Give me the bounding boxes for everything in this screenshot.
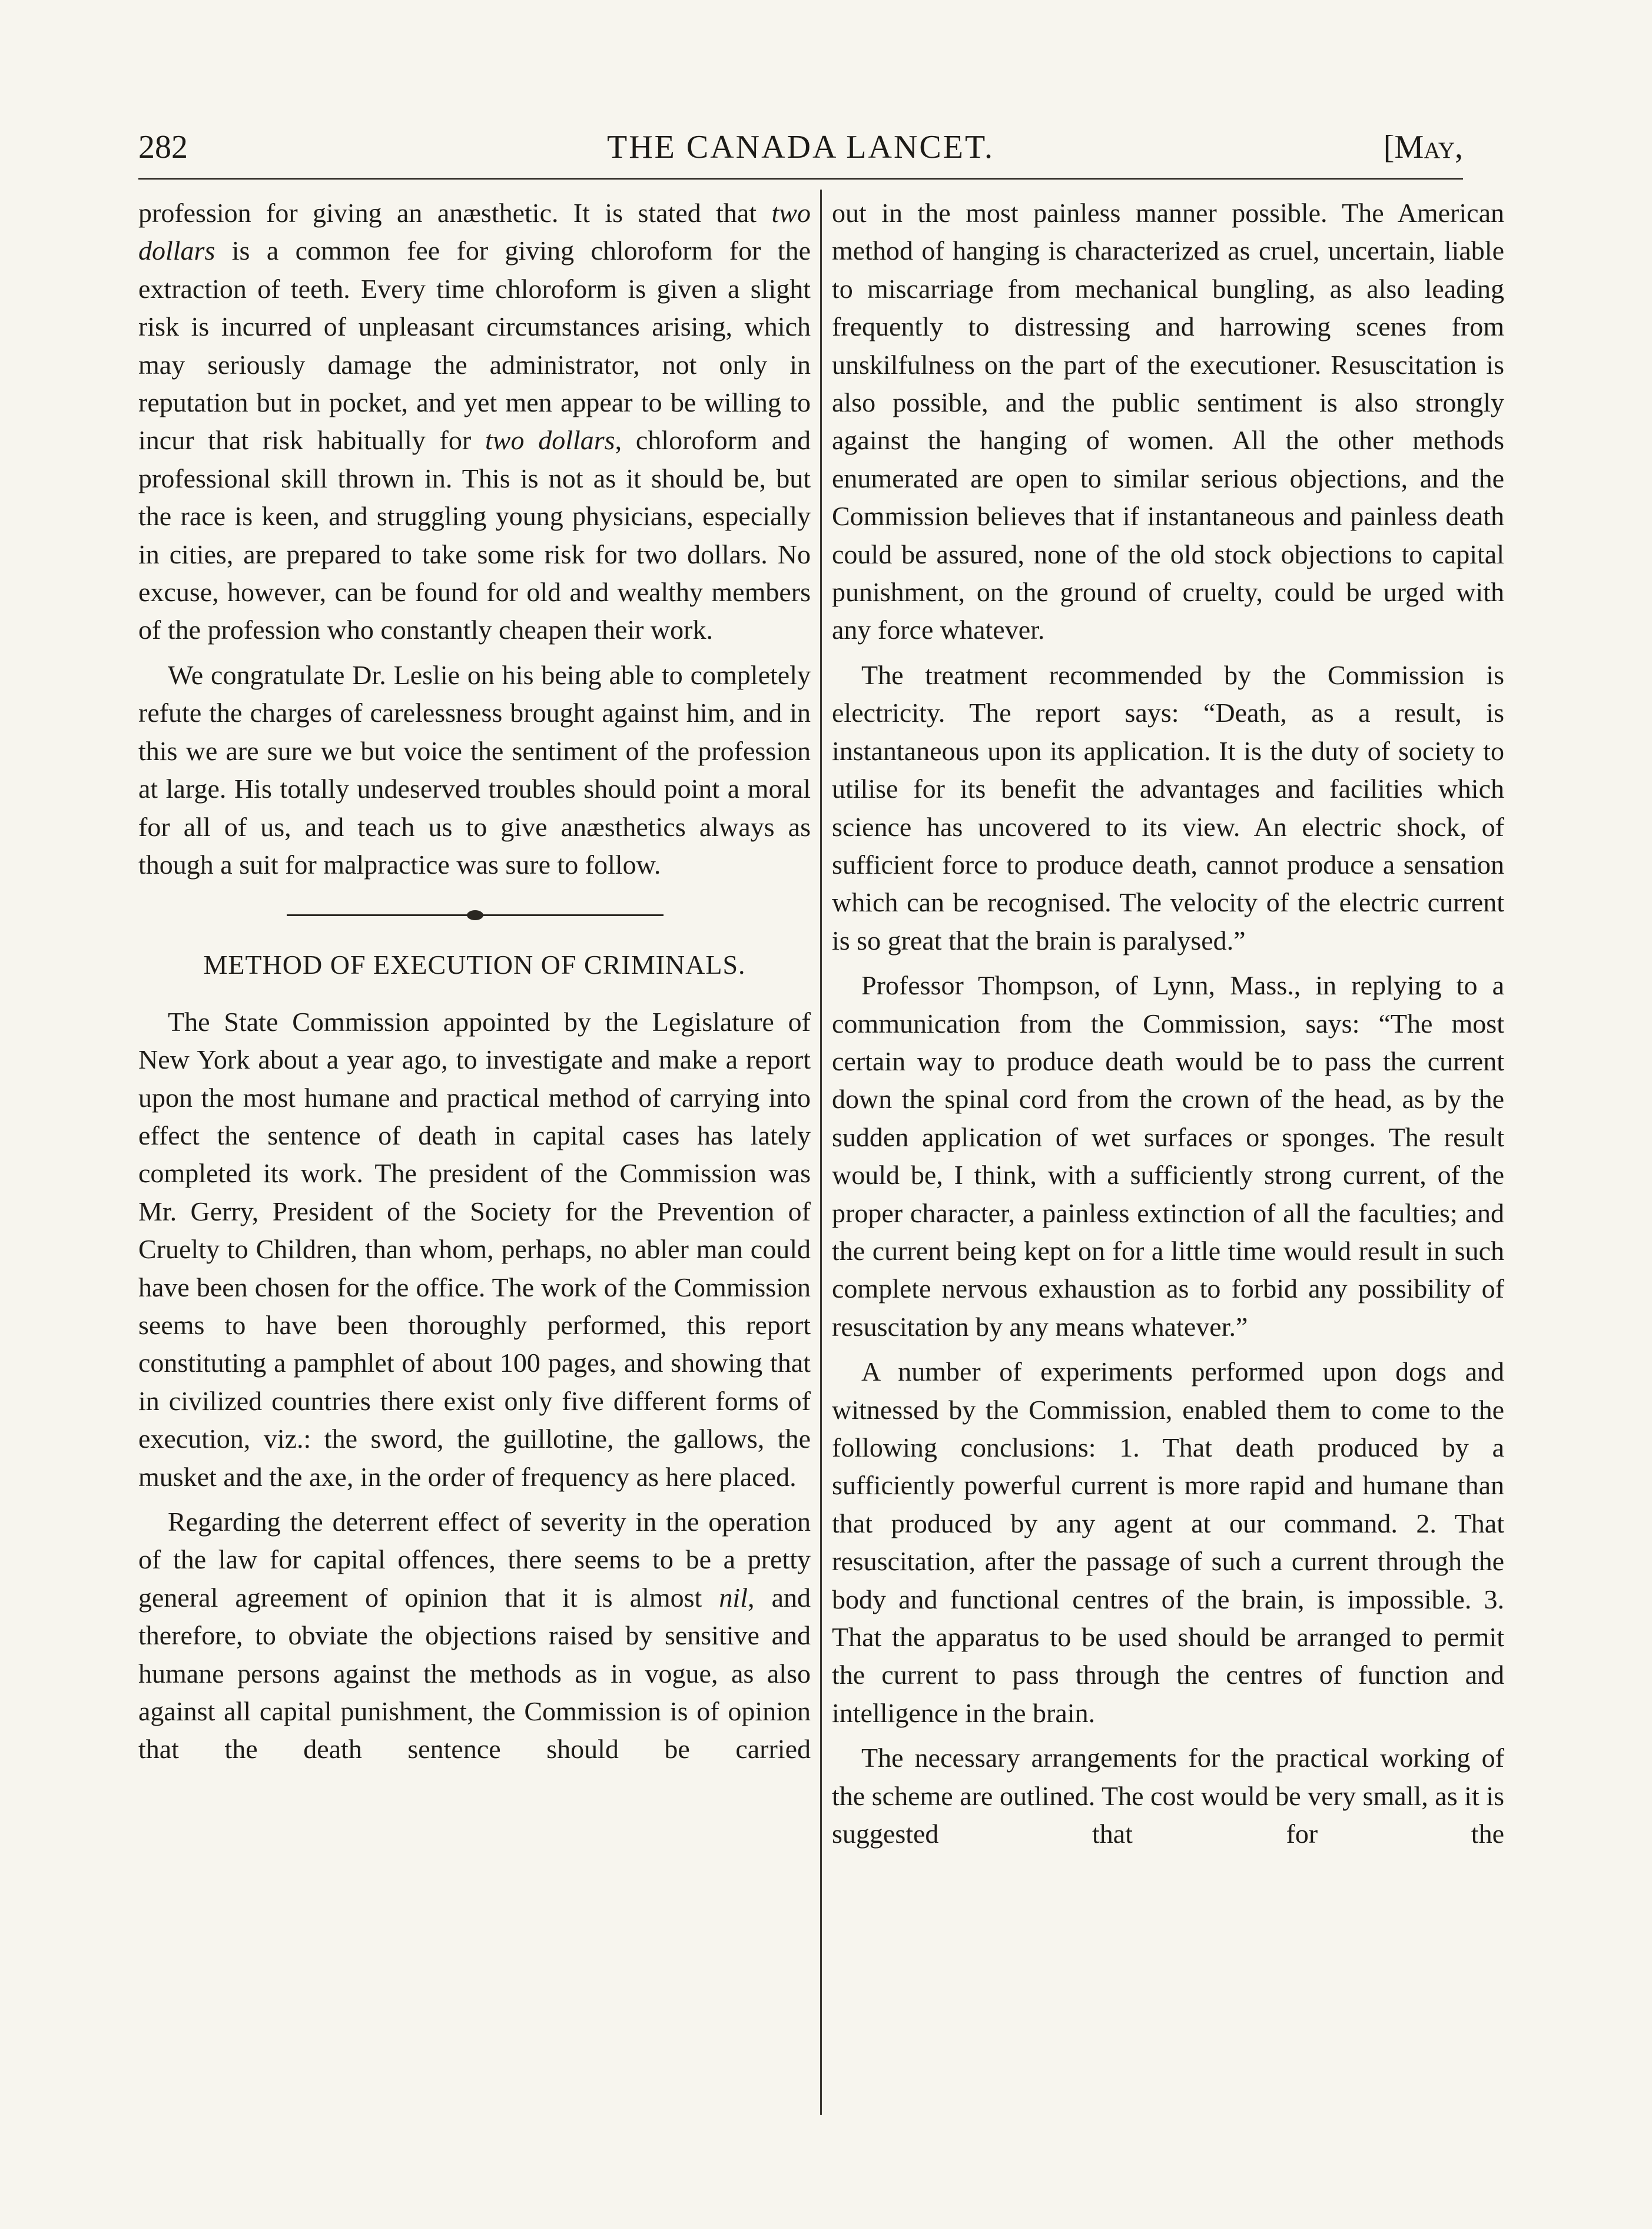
text-run: Regarding the deterrent effect of severity in the operation of the law for capital offences, there seems to be a pretty general agreement of opinion that it is almost — [138, 1507, 811, 1613]
text-run: , and therefore, to obviate the objections raised by sensitive and humane persons against the methods as in vogue, as also against all capital punishment, the Commission is of opinion that the death sentence should be carried — [138, 1582, 811, 1764]
right-column — [832, 194, 1504, 2114]
paragraph: The treatment recommended by the Commission is electricity. The report says: “Death, as a result, is instantaneous upon its application. It is the duty of society to utilise for its benefit the advantages and facilities which science has uncovered to its view. An electric shock, of sufficient force to produce death, cannot produce a sensation which can be recognised. The velocity of the electric current is so great that the brain is paralysed.” — [832, 659, 1504, 956]
text-run: , chloroform and professional skill thrown in. This is not as it should be, but the race is keen, and struggling young physicians, especially in cities, are prepared to take some risk for two dollars. No excuse, however, can be found for old and wealthy members of the profession who constantly cheapen their work. — [138, 425, 811, 645]
paragraph: A number of experiments performed upon dogs and witnessed by the Commission, enabled them to come to the following conclusions: 1. That death produced by a sufficiently powerful current is more rapid and humane than that produced by any agent at our command. 2. That resuscitation, after the passage of such a current through the body and functional centres of the brain, is impossible. 3. That the apparatus to be used should be arranged to permit the current to pass through the centres of function and intelligence in the brain. — [832, 1356, 1504, 1728]
page-number: 282 — [138, 129, 188, 165]
text-run: is a common fee for giving chloroform for the extraction of teeth. Every time chloroform is given a slight risk is incurred of unpleasant circumstances arising, which may seriously damage the administrator, not only in reputation but in pocket, and yet men appear to be willing to incur that risk habitually for — [138, 235, 811, 456]
paragraph: The State Commission appointed by the Legislature of New York about a year ago, to investigate and make a report upon the most humane and practical method of carrying into effect the sentence of death in capital cases has lately completed its work. The president of the Commission was Mr. Gerry, President of the Society for the Prevention of Cruelty to Children, than whom, perhaps, no abler man could have been chosen for the office. The work of the Commission seems to have been thoroughly performed, this report constituting a pamphlet of about 100 pages, and showing that in civilized countries there exist only five different forms of execution, viz.: the sword, the guillotine, the gallows, the musket and the axe, in the order of frequency as here placed. — [138, 1006, 811, 1492]
header-month: [May, — [1383, 129, 1463, 165]
column-divider — [820, 190, 822, 2115]
header-rule — [138, 178, 1463, 180]
paragraph: The necessary arrangements for the practical working of the scheme are outlined. The cost would be very small, as it is suggested that for the — [832, 1743, 1504, 1849]
left-column — [138, 194, 811, 2114]
separator-ornament — [467, 910, 483, 920]
paragraph — [138, 194, 811, 649]
paragraph: Professor Thompson, of Lynn, Mass., in replying to a communication from the Commission, says: “The most certain way to produce death would be to pass the current down the spinal cord from the crown of the head, as by the sudden application of wet surfaces or sponges. The result would be, I think, with a sufficiently strong current, of the proper character, a painless extinction of all the faculties; and the current being kept on for a little time would result in such complete nervous exhaustion as to forbid any possibility of resuscitation by any means whatever.” — [832, 970, 1504, 1342]
text-run: profession for giving an anæsthetic. It is stated that — [138, 198, 772, 228]
italic-text: nil — [719, 1582, 748, 1613]
paragraph: out in the most painless manner possible. The American method of hanging is characterized as cruel, uncertain, liable to miscarriage from mechanical bungling, as also leading frequently to distressing and harrowing scenes from unskilfulness on the part of the executioner. Resuscitation is also possible, and the public sentiment is also strongly against the hanging of women. All the other methods enumerated are open to similar serious objections, and the Commission believes that if instantaneous and painless death could be assured, none of the old stock objections to capital punishment, on the ground of cruelty, could be urged with any force whatever. — [832, 198, 1504, 645]
paragraph: We congratulate Dr. Leslie on his being able to completely refute the charges of carelessness brought against him, and in this we are sure we but voice the sentiment of the profession at large. His totally undeserved troubles should point a moral for all of us, and teach us to give anæsthetics always as though a suit for malpractice was sure to follow. — [138, 659, 811, 880]
section-heading: METHOD OF EXECUTION OF CRIMINALS. — [203, 950, 746, 980]
running-header — [138, 128, 1463, 175]
italic-text: two dollars — [138, 198, 811, 266]
journal-title: THE CANADA LANCET. — [606, 129, 995, 165]
italic-text: two dollars — [485, 425, 615, 456]
paragraph — [138, 1503, 811, 1769]
section-separator — [138, 884, 811, 946]
